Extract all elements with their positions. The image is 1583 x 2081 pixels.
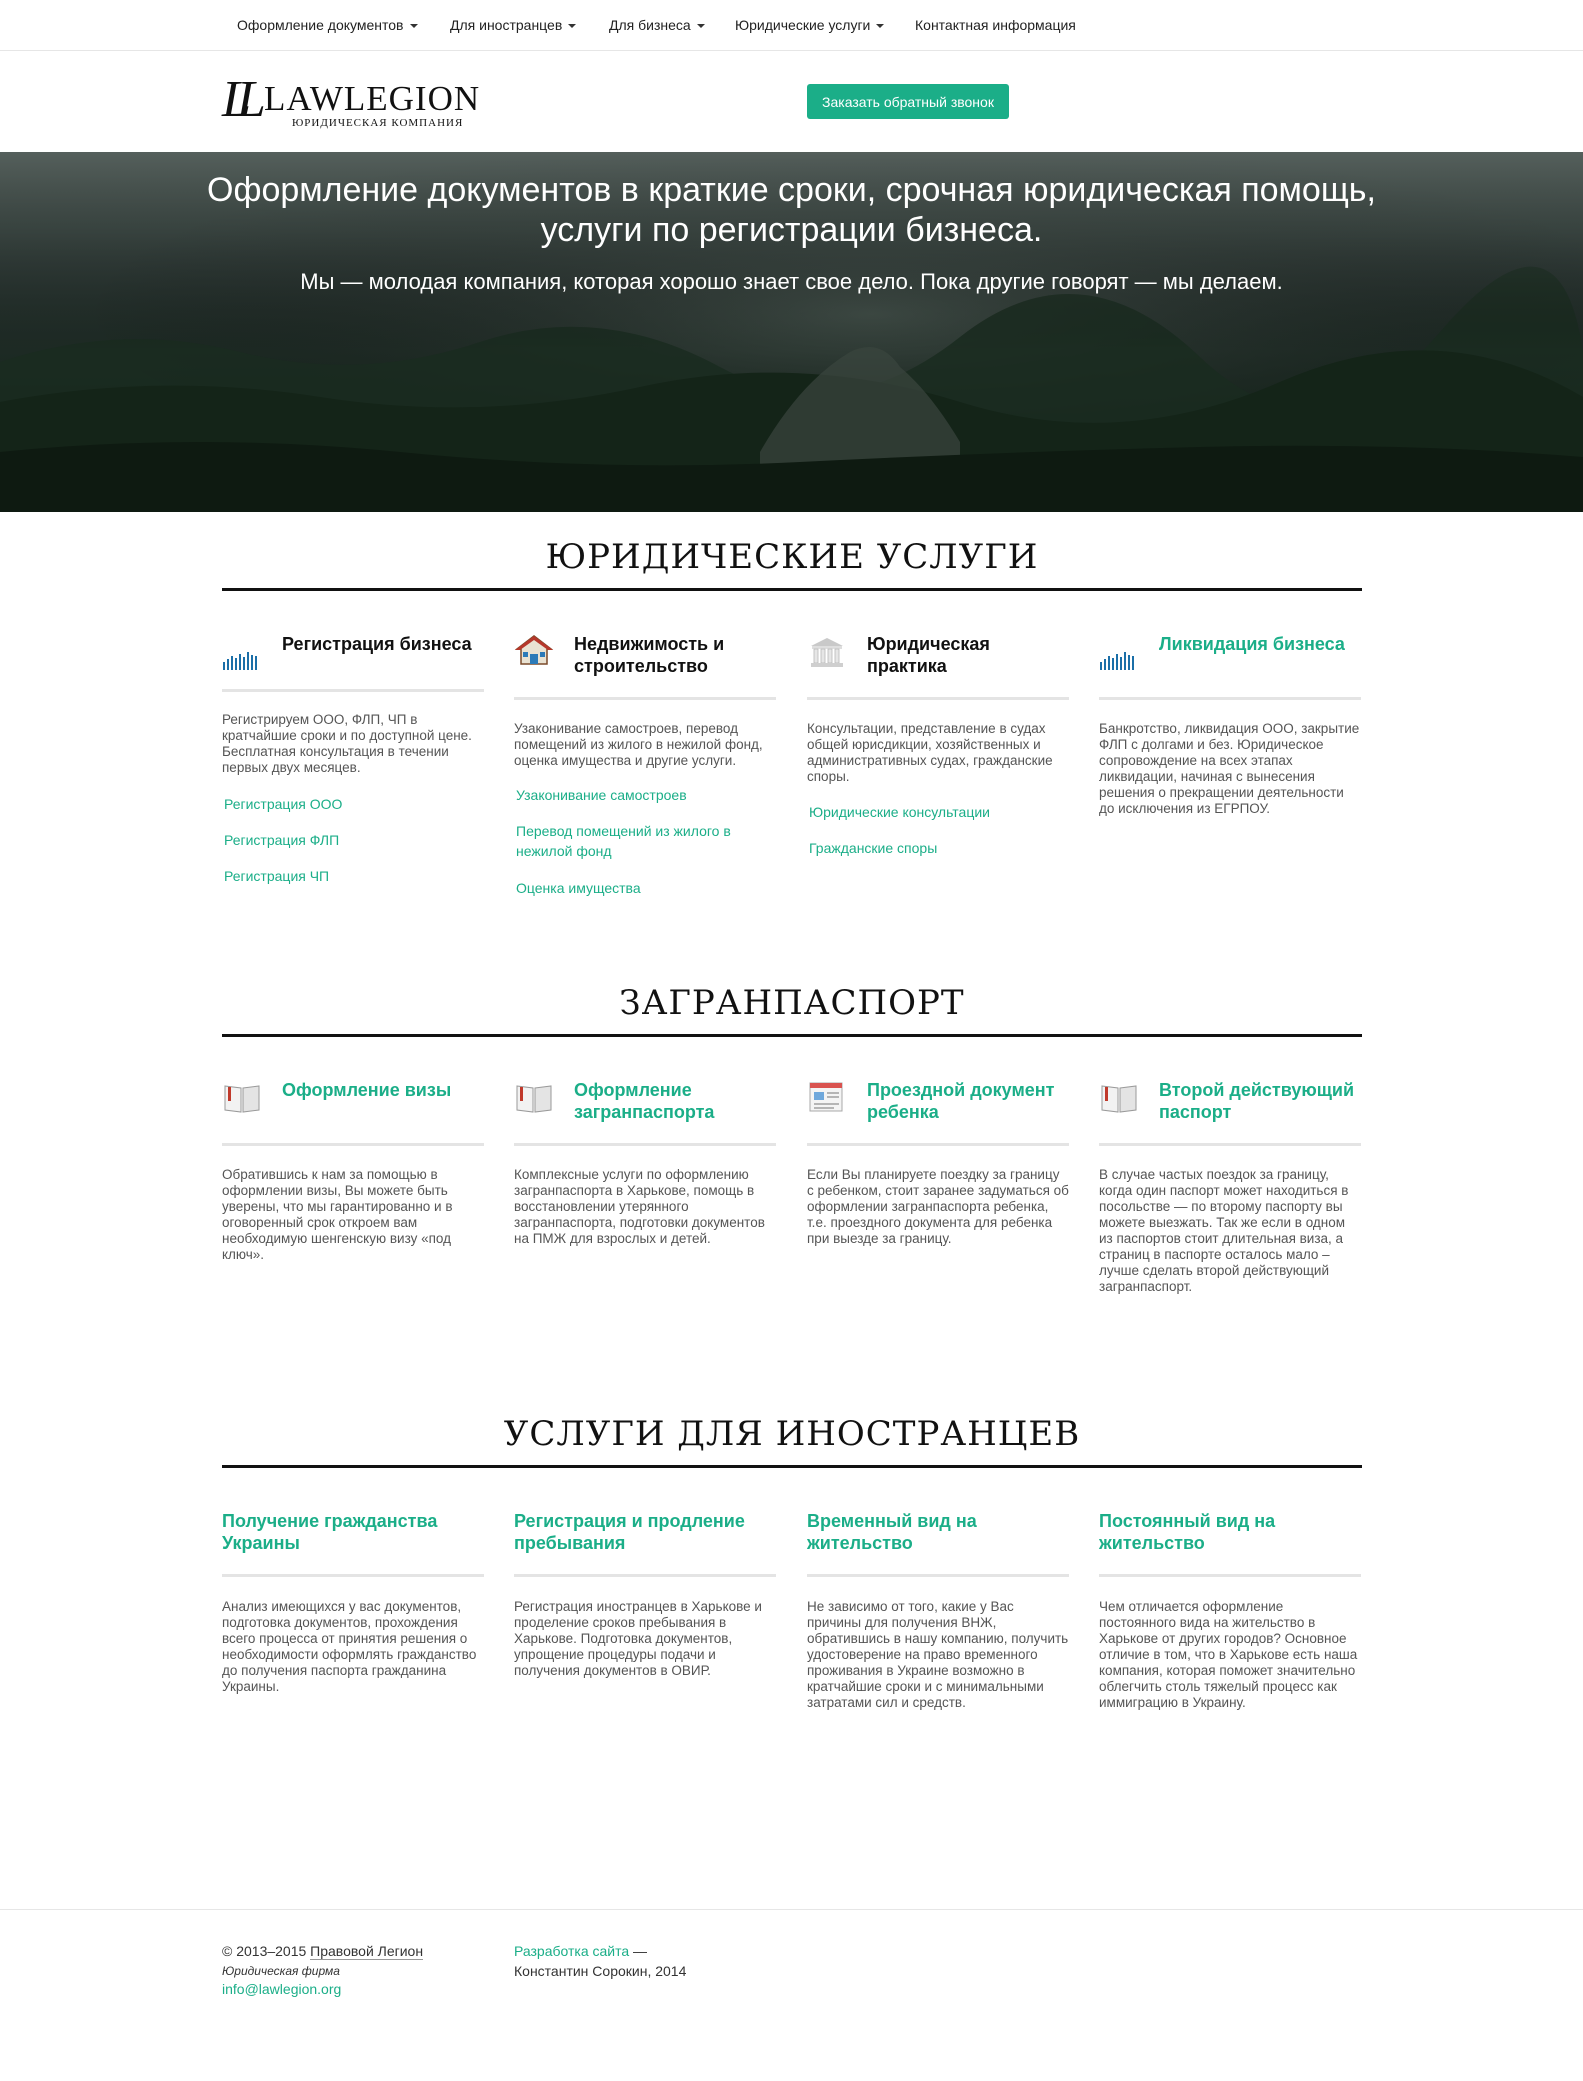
nav-item-label: Оформление документов [237, 17, 404, 33]
section-title-legal-services: ЮРИДИЧЕСКИЕ УСЛУГИ [545, 537, 1039, 577]
card-description: Комплексные услуги по оформлению загранпаспорта в Харькове, помощь в восстановлении утерянного загранпаспорта, подготовки документов на ПМЖ для взрослых и детей. [514, 1167, 765, 1246]
copyright-text: © 2013–2015 [222, 1943, 311, 1959]
developer-author: Константин Сорокин, 2014 [514, 1963, 687, 1979]
card-title[interactable]: Получение гражданства Украины [222, 1511, 438, 1553]
card-title[interactable]: Оформление визы [282, 1080, 452, 1100]
hero-title: Оформление документов в краткие сроки, срочная юридическая помощь, услуги по регистрации бизнеса. [207, 171, 1376, 249]
card-divider [1099, 1143, 1361, 1146]
nav-item-label: Юридические услуги [735, 17, 871, 33]
card-description: Консультации, представление в судах общей юрисдикции, хозяйственных и административных судах, гражданские споры. [807, 721, 1053, 784]
chevron-down-icon [876, 24, 884, 28]
link-register-pe[interactable]: Регистрация ЧП [224, 868, 330, 884]
card-description: Регистрируем ООО, ФЛП, ЧП в кратчайшие сроки и по доступной цене. Бесплатная консультация в течении первых двух месяцев. [222, 712, 472, 775]
book-icon [222, 1082, 262, 1114]
card-description: Регистрация иностранцев в Харькове и проделение сроков пребывания в Харькове. Подготовка документов, упрощение процедуры подачи и получения документов в ОВИР. [514, 1599, 762, 1678]
developer-credit [514, 1942, 647, 1960]
nav-item-label: Для иностранцев [450, 17, 563, 33]
card-divider [222, 689, 484, 692]
book-icon [514, 1082, 554, 1114]
nav-item-documents[interactable] [237, 17, 418, 33]
chevron-down-icon [697, 24, 705, 28]
section-divider [222, 1034, 1362, 1037]
card-divider [807, 1574, 1069, 1577]
nav-item-contacts[interactable] [915, 17, 1076, 33]
nav-item-legal-services[interactable] [735, 17, 884, 33]
site-header [0, 51, 1583, 152]
card-description: Анализ имеющихся у вас документов, подготовка документов, прохождения всего процесса от принятия решения о необходимости оформлять гражданство до получения паспорта гражданина Украины. [222, 1599, 477, 1694]
link-civil-disputes[interactable]: Гражданские споры [809, 840, 938, 856]
section-divider [222, 1465, 1362, 1468]
card-description: Обратившись к нам за помощью в оформлении визы, Вы можете быть уверены, что мы гарантированно и в оговоренный срок откроем вам необходимую шенгенскую визу «под ключ». [222, 1167, 453, 1262]
copyright [222, 1942, 423, 1960]
card-title[interactable]: Второй действующий паспорт [1159, 1080, 1355, 1122]
card-title[interactable]: Оформление загранпаспорта [574, 1080, 715, 1122]
top-navigation [0, 0, 1583, 51]
logo-name: LAWLEGION [264, 79, 481, 118]
link-legalize-buildings[interactable]: Узаконивание самостроев [516, 787, 687, 803]
book-icon [1099, 1082, 1139, 1114]
hero-subtitle: Мы — молодая компания, которая хорошо знает свое дело. Пока другие говорят — мы делаем. [300, 269, 1283, 294]
section-title-passport: ЗАГРАНПАСПОРТ [619, 983, 965, 1023]
link-premises-conversion[interactable]: Перевод помещений из жилого в нежилой фонд [516, 823, 731, 859]
card-title[interactable]: Проездной документ ребенка [867, 1080, 1055, 1122]
link-register-llc[interactable]: Регистрация ООО [224, 796, 343, 812]
logo-subtitle: ЮРИДИЧЕСКАЯ КОМПАНИЯ [292, 117, 464, 129]
card-description: Если Вы планируете поездку за границу с ребенком, стоит заранее задуматься об оформлении загранпаспорта ребенка, т.е. проездного документа для ребенка при выезде за границу. [807, 1167, 1069, 1246]
logo-mark: LL [222, 71, 252, 128]
courthouse-icon [807, 636, 847, 668]
card-divider [514, 697, 776, 700]
card-description: Чем отличается оформление постоянного вида на жительство в Харькове от других городов? Основное отличие в том, что в Харькове есть наша компания, которая поможет значительно облегчить столь тяжелый процесс как иммиграцию в Украину. [1099, 1599, 1358, 1710]
hero-banner [0, 152, 1583, 512]
email-link[interactable]: info@lawlegion.org [222, 1981, 342, 1997]
bar-chart-icon [1099, 642, 1139, 674]
card-divider [807, 697, 1069, 700]
site-footer [0, 1909, 1583, 2081]
link-property-valuation[interactable]: Оценка имущества [516, 880, 641, 896]
callback-button[interactable]: Заказать обратный звонок [807, 84, 1009, 119]
developer-link[interactable]: Разработка сайта [514, 1943, 630, 1959]
dash: — [629, 1943, 648, 1959]
house-icon [514, 634, 554, 666]
company-type: Юридическая фирма [222, 1964, 340, 1978]
card-title[interactable]: Постоянный вид на жительство [1099, 1511, 1276, 1553]
card-divider [1099, 1574, 1361, 1577]
nav-item-foreigners[interactable] [450, 17, 576, 33]
card-title[interactable]: Временный вид на жительство [807, 1511, 977, 1553]
card-description: Банкротство, ликвидация ООО, закрытие ФЛП с долгами и без. Юридическое сопровождение на всех этапах ликвидации, начиная с вынесения решения о прекращении деятельности до исключения из ЕГРПОУ. [1099, 721, 1360, 816]
card-title: Юридическая практика [867, 634, 990, 676]
company-link[interactable]: Правовой Легион [310, 1943, 424, 1959]
card-description: В случае частых поездок за границу, когда один паспорт может находиться в посольстве — по второму паспорту вы можете выезжать. Так же если в одном из паспортов стоит длительная виза, а страниц в паспорте осталось мало – лучше сделать второй действующий загранпаспорт. [1099, 1167, 1349, 1294]
link-legal-consultations[interactable]: Юридические консультации [809, 804, 991, 820]
logo[interactable] [222, 71, 482, 132]
nav-item-label: Контактная информация [915, 17, 1076, 33]
section-divider [222, 588, 1362, 591]
chevron-down-icon [410, 24, 418, 28]
card-title: Недвижимость и строительство [574, 634, 725, 676]
bar-chart-icon [222, 642, 262, 674]
card-divider [222, 1574, 484, 1577]
nav-item-business[interactable] [609, 17, 705, 33]
card-divider [807, 1143, 1069, 1146]
card-description: Не зависимо от того, какие у Вас причины для получения ВНЖ, обратившись в нашу компанию, получить удостоверение на право временного проживания в Украине возможно в кратчайшие сроки и с минимальными затратами сил и средств. [807, 1599, 1069, 1710]
nav-item-label: Для бизнеса [609, 17, 691, 33]
card-divider [222, 1143, 484, 1146]
card-divider [1099, 697, 1361, 700]
link-register-fop[interactable]: Регистрация ФЛП [224, 832, 340, 848]
card-title[interactable]: Регистрация и продление пребывания [514, 1511, 745, 1553]
card-divider [514, 1143, 776, 1146]
chevron-down-icon [568, 24, 576, 28]
document-icon [807, 1081, 847, 1113]
section-title-foreigners: УСЛУГИ ДЛЯ ИНОСТРАНЦЕВ [503, 1414, 1081, 1454]
card-description: Узаконивание самостроев, перевод помещений из жилого в нежилой фонд, оценка имущества и другие услуги. [514, 721, 763, 768]
card-divider [514, 1574, 776, 1577]
card-title[interactable]: Ликвидация бизнеса [1159, 634, 1345, 654]
card-title: Регистрация бизнеса [282, 634, 472, 654]
